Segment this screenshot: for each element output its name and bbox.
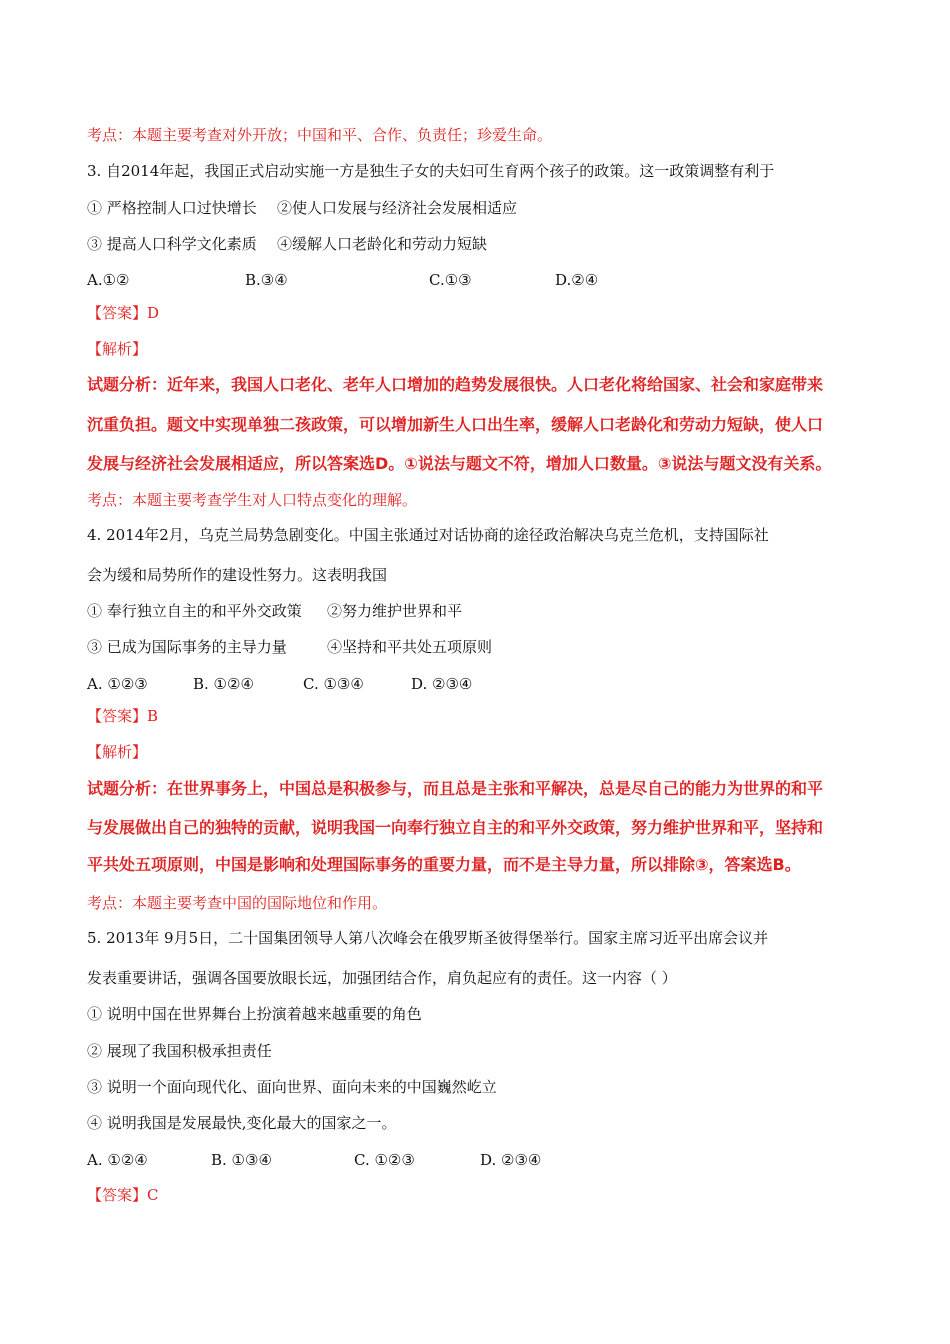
q3-kaodian: 考点：本题主要考查学生对人口特点变化的理解。: [87, 491, 418, 509]
q5-option-b: B. ①③④: [211, 1151, 272, 1169]
answer-label: 【答案】: [87, 304, 148, 322]
q4-analysis-line-2: 与发展做出自己的独特的贡献，说明我国一向奉行独立自主的和平外交政策，努力维护世界和平，坚持和: [87, 818, 824, 837]
q3-choice-row-2: [87, 234, 487, 254]
q5-stem-line-1: 5. 2013年 9月5日，二十国集团领导人第八次峰会在俄罗斯圣彼得堡举行。国家主席习近平出席会议并: [87, 929, 769, 947]
q4-choice-row-2: [87, 637, 492, 657]
q4-options: [87, 674, 472, 694]
q3-option-a: A.①②: [87, 271, 130, 289]
q4-analysis-line-3: 平共处五项原则，中国是影响和处理国际事务的重要力量，而不是主导力量，所以排除③，答案选B。: [87, 855, 801, 874]
answer-label: 【答案】: [87, 707, 148, 725]
q3-choice-row-1: [87, 198, 517, 218]
q3-choice-2: ②使人口发展与经济社会发展相适应: [277, 199, 518, 217]
q4-option-d: D. ②③④: [411, 675, 473, 693]
q5-option-d: D. ②③④: [480, 1151, 542, 1169]
q4-choice-2: ②努力维护世界和平: [327, 602, 463, 620]
q5-answer: [87, 1185, 159, 1205]
q4-answer: [87, 706, 158, 726]
q3-analysis-line-2: 沉重负担。题文中实现单独二孩政策，可以增加新生人口出生率，缓解人口老龄化和劳动力短缺，使人口: [87, 415, 824, 434]
answer-value: C: [147, 1186, 159, 1204]
q3-option-c: C.①③: [429, 271, 472, 289]
q3-options: [87, 270, 598, 290]
q4-choice-4: ④坚持和平共处五项原则: [327, 638, 493, 656]
answer-value: B: [147, 707, 159, 725]
q5-stem-line-2: 发表重要讲话，强调各国要放眼长远，加强团结合作，肩负起应有的责任。这一内容（ ）: [87, 969, 677, 987]
q5-option-a: A. ①②④: [87, 1151, 148, 1169]
q4-option-c: C. ①③④: [303, 675, 364, 693]
q3-analysis-line-3: 发展与经济社会发展相适应，所以答案选D。①说法与题文不符，增加人口数量。③说法与题文没有关系。: [87, 454, 832, 473]
q3-choice-1: ① 严格控制人口过快增长: [87, 199, 257, 217]
q3-option-d: D.②④: [555, 271, 599, 289]
q4-kaodian: 考点：本题主要考查中国的国际地位和作用。: [87, 894, 388, 912]
q3-stem: 3. 自2014年起，我国正式启动实施一方是独生子女的夫妇可生育两个孩子的政策。这一政策调整有利于: [87, 162, 775, 180]
q4-analysis-line-1: 试题分析：在世界事务上，中国总是积极参与，而且总是主张和平解决，总是尽自己的能力为世界的和平: [87, 779, 824, 798]
q4-stem-line-2: 会为缓和局势所作的建设性努力。这表明我国: [87, 566, 388, 584]
q3-analysis-label: 【解析】: [87, 340, 148, 358]
q5-item-3: ③ 说明一个面向现代化、面向世界、面向未来的中国巍然屹立: [87, 1078, 497, 1096]
q5-option-c: C. ①②③: [354, 1151, 415, 1169]
q4-option-b: B. ①②④: [193, 675, 254, 693]
q5-item-2: ② 展现了我国积极承担责任: [87, 1042, 272, 1060]
q5-item-4: ④ 说明我国是发展最快,变化最大的国家之一。: [87, 1114, 397, 1132]
q4-option-a: A. ①②③: [87, 675, 148, 693]
q3-analysis-line-1: 试题分析：近年来，我国人口老化、老年人口增加的趋势发展很快。人口老化将给国家、社会和家庭带来: [87, 375, 824, 394]
q4-analysis-label: 【解析】: [87, 743, 148, 761]
q3-option-b: B.③④: [245, 271, 288, 289]
q4-stem-line-1: 4. 2014年2月，乌克兰局势急剧变化。中国主张通过对话协商的途径政治解决乌克兰危机，支持国际社: [87, 526, 769, 544]
q4-choice-1: ① 奉行独立自主的和平外交政策: [87, 602, 302, 620]
q5-options: [87, 1150, 541, 1170]
q3-choice-3: ③ 提高人口科学文化素质: [87, 235, 257, 253]
q3-choice-4: ④缓解人口老龄化和劳动力短缺: [277, 235, 488, 253]
q5-item-1: ① 说明中国在世界舞台上扮演着越来越重要的角色: [87, 1005, 422, 1023]
answer-label: 【答案】: [87, 1186, 148, 1204]
q4-choice-row-1: [87, 601, 462, 621]
q3-answer: [87, 303, 159, 323]
kaodian-prev: 考点：本题主要考查对外开放；中国和平、合作、负责任；珍爱生命。: [87, 126, 553, 144]
q4-choice-3: ③ 已成为国际事务的主导力量: [87, 638, 287, 656]
answer-value: D: [147, 304, 160, 322]
